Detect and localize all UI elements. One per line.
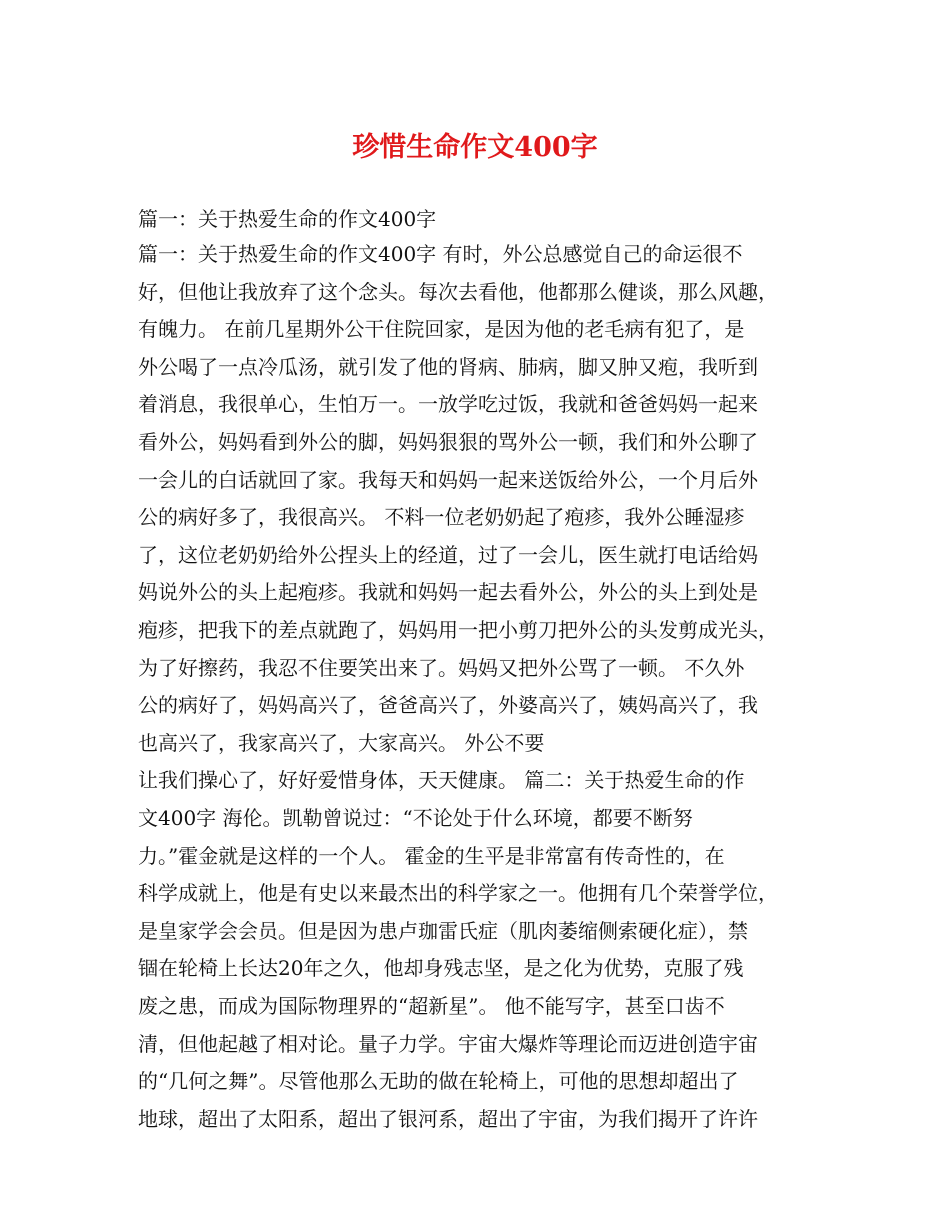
body-line: 力。”霍金就是这样的一个人。 霍金的生平是非常富有传奇性的，在 xyxy=(138,843,725,868)
body-line: 着消息，我很单心，生怕万一。一放学吃过饭，我就和爸爸妈妈一起来 xyxy=(138,392,758,417)
body-line: 有魄力。 在前几星期外公干住院回家，是因为他的老毛病有犯了，是 xyxy=(138,317,745,342)
body-line: 文400字 海伦。凯勒曾说过：“不论处于什么环境，都要不断努 xyxy=(138,806,693,830)
body-line: 外公喝了一点冷瓜汤，就引发了他的肾病、肺病，脚又肿又疱，我听到 xyxy=(138,354,758,379)
body-line: 是皇家学会会员。但是因为患卢珈雷氏症（肌肉萎缩侧索硬化症），禁 xyxy=(138,918,748,943)
body-line: 让我们操心了，好好爱惜身体，天天健康。 篇二：关于热爱生命的作 xyxy=(138,768,745,793)
body-line: 的“几何之舞”。尽管他那么无助的做在轮椅上，可他的思想却超出了 xyxy=(138,1069,739,1094)
body-line: 一会儿的白话就回了家。我每天和妈妈一起来送饭给外公，一个月后外 xyxy=(138,467,758,492)
body-line: 公的病好了，妈妈高兴了，爸爸高兴了，外婆高兴了，姨妈高兴了，我 xyxy=(138,693,758,718)
body-line: 篇一：关于热爱生命的作文400字 有时，外公总感觉自己的命运很不 xyxy=(138,242,743,266)
body-line: 妈说外公的头上起疱疹。我就和妈妈一起去看外公，外公的头上到处是 xyxy=(138,580,758,605)
body-line: 也高兴了，我家高兴了，大家高兴。 外公不要 xyxy=(138,730,545,755)
section-heading: 篇一：关于热爱生命的作文400字 xyxy=(138,207,437,231)
body-line: 为了好擦药，我忍不住要笑出来了。妈妈又把外公骂了一顿。 不久外 xyxy=(138,655,745,680)
body-line: 科学成就上，他是有史以来最杰出的科学家之一。他拥有几个荣誉学位， xyxy=(138,881,778,906)
body-line: 疱疹，把我下的差点就跑了，妈妈用一把小剪刀把外公的头发剪成光头， xyxy=(138,618,778,642)
body-line: 好，但他让我放弃了这个念头。每次去看他，他都那么健谈，那么风趣， xyxy=(138,279,778,304)
body-line: 清，但他起越了相对论。量子力学。宇宙大爆炸等理论而迈进创造宇宙 xyxy=(138,1031,758,1056)
body-line: 地球，超出了太阳系，超出了银河系，超出了宇宙，为我们揭开了许许 xyxy=(138,1106,758,1131)
body-line: 了，这位老奶奶给外公捏头上的经道，过了一会儿，医生就打电话给妈 xyxy=(138,542,758,567)
document-title: 珍惜生命作文400字 xyxy=(352,132,598,163)
body-line: 锢在轮椅上长达20年之久，他却身残志坚，是之化为优势，克服了残 xyxy=(138,956,744,981)
body-line: 废之患，而成为国际物理界的“超新星”。 他不能写字，甚至口齿不 xyxy=(138,994,725,1018)
body-line: 公的病好多了，我很高兴。 不料一位老奶奶起了疱疹，我外公睡湿疹 xyxy=(138,505,745,530)
body-line: 看外公，妈妈看到外公的脚，妈妈狠狠的骂外公一顿，我们和外公聊了 xyxy=(138,430,758,454)
